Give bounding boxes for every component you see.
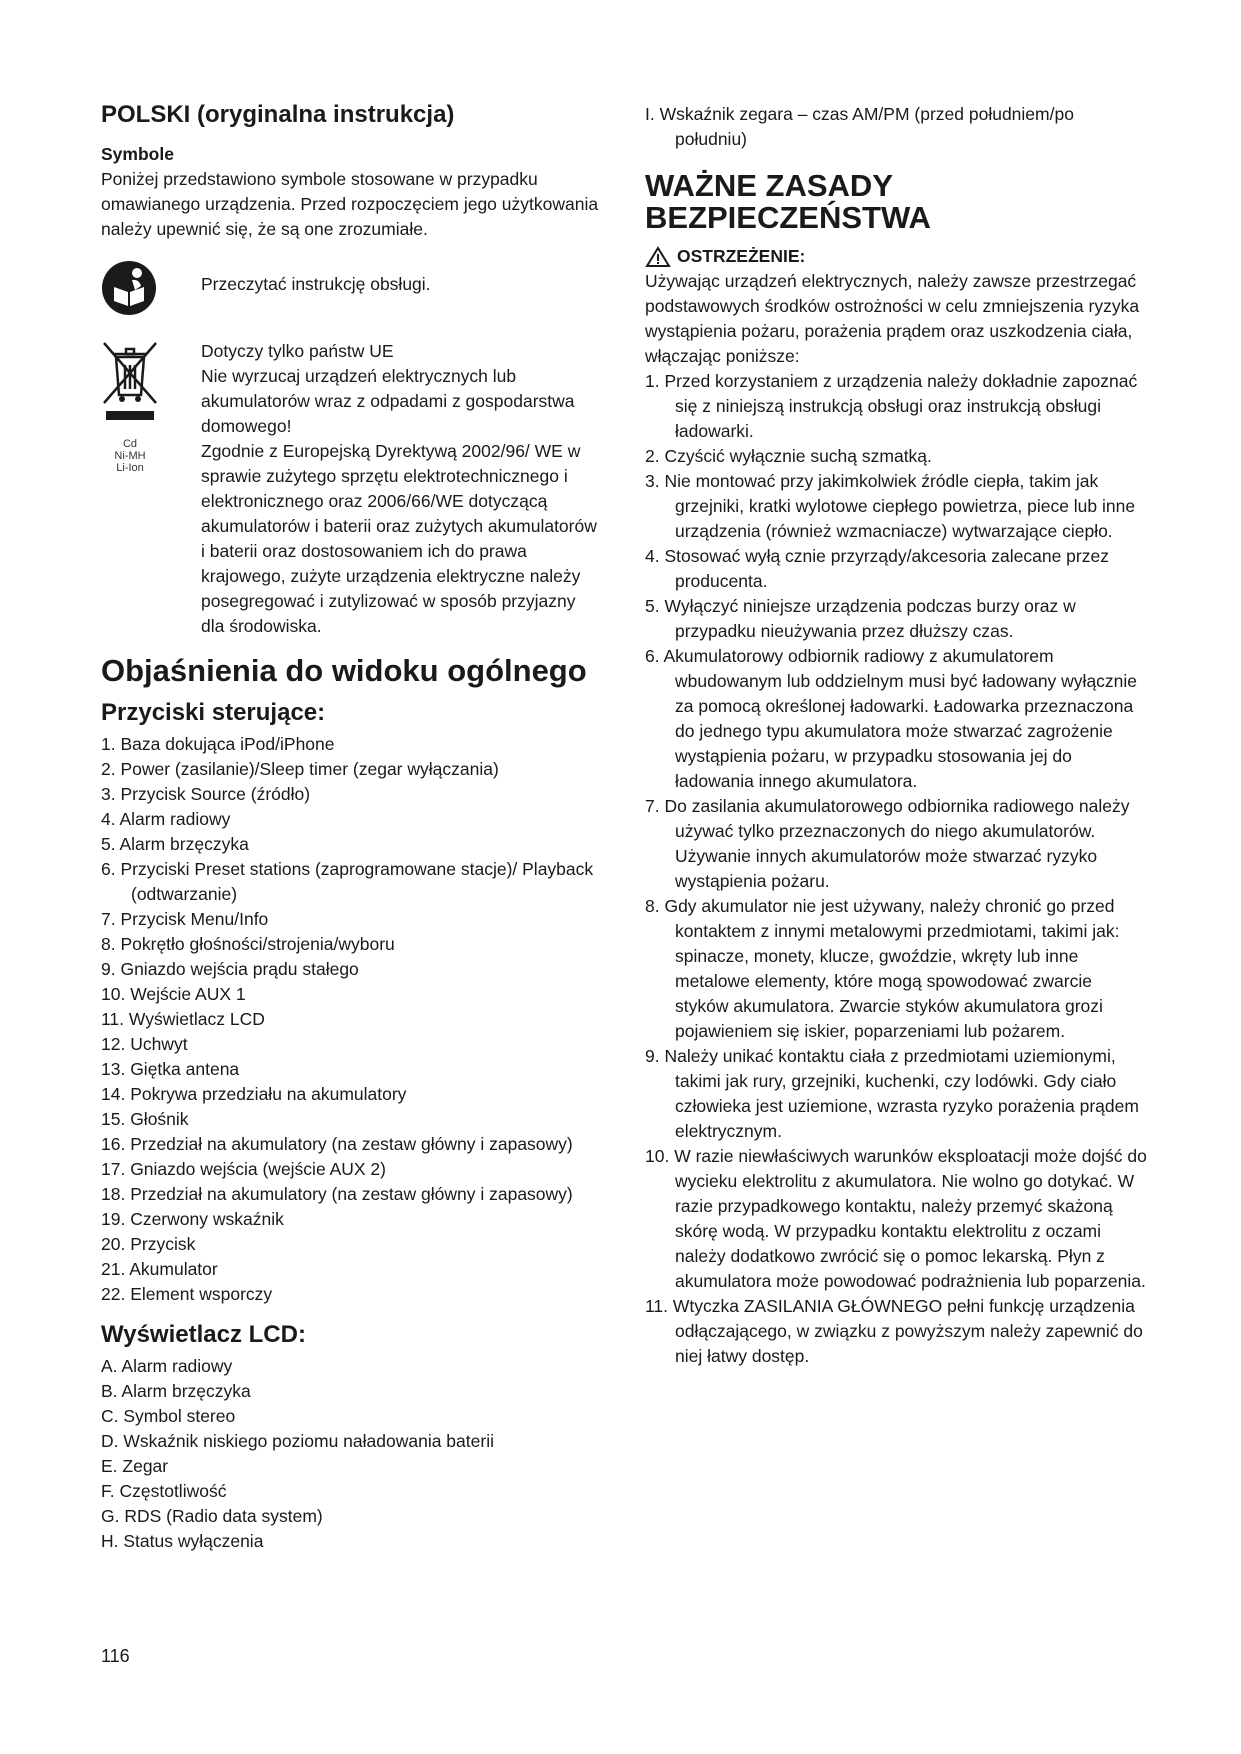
list-item: 2. Power (zasilanie)/Sleep timer (zegar wyłączania): [101, 758, 499, 779]
warning-intro: Używając urządzeń elektrycznych, należy zawsze przestrzegać podstawowych środków ostrożności w celu zmniejszenia ryzyka wystąpienia pożaru, porażenia prądem oraz uszkodzenia ciała, włączając poniższe:: [645, 271, 1140, 366]
list-item: 12. Uchwyt: [101, 1033, 188, 1054]
list-item: 8. Pokrętło głośności/strojenia/wyboru: [101, 933, 395, 954]
language-title: POLSKI (oryginalna instrukcja): [101, 101, 455, 128]
list-item: 22. Element wsporczy: [101, 1283, 273, 1304]
symbol-weee-row: [101, 339, 601, 639]
page-number: 116: [101, 1646, 130, 1666]
safety-heading: [645, 170, 1150, 234]
list-item: 6. Przyciski Preset stations (zaprogramowane stacje)/ Playback (odtwarzanie): [101, 858, 594, 904]
list-item: 7. Do zasilania akumulatorowego odbiornika radiowego należy używać tylko przeznaczonych do niego akumulatorów. Używanie innych akumulatorów może stwarzać ryzyko wystąpienia pożaru.: [645, 796, 1130, 891]
safety-list: [645, 369, 1150, 1369]
list-item: 21. Akumulator: [101, 1258, 218, 1279]
symbols-heading: Symbole: [101, 144, 174, 165]
warning-label-row: [645, 244, 1150, 269]
list-item: 20. Przycisk: [101, 1233, 196, 1254]
safety-heading-line1: WAŻNE ZASADY: [645, 168, 893, 203]
list-item: 19. Czerwony wskaźnik: [101, 1208, 284, 1229]
battery-label-cd: Cd: [122, 438, 138, 451]
list-item: 15. Głośnik: [101, 1108, 189, 1129]
list-item: 3. Nie montować przy jakimkolwiek źródle ciepła, takim jak grzejniki, kratki wylotowe ciepłego powietrza, piece lub inne urządzenia (również wzmacniacze) wytwarzające ciepło.: [645, 471, 1136, 541]
symbols-intro: Poniżej przedstawiono symbole stosowane w przypadku omawianego urządzenia. Przed rozpoczęciem jego użytkowania należy upewnić się, że są one zrozumiałe.: [101, 169, 599, 240]
battery-label-liion: Li-Ion: [116, 462, 144, 475]
lcd-list-continued: [645, 102, 1150, 152]
list-item: 13. Giętka antena: [101, 1058, 240, 1079]
right-column: [645, 102, 1150, 1369]
list-item: 1. Baza dokująca iPod/iPhone: [101, 733, 335, 754]
controls-heading: Przyciski sterujące:: [101, 699, 326, 727]
list-item: 5. Wyłączyć niniejsze urządzenia podczas burzy oraz w przypadku nieużywania przez dłuższy czas.: [645, 596, 1076, 641]
list-item: 4. Stosować wyłą cznie przyrządy/akcesoria zalecane przez producenta.: [645, 546, 1109, 591]
list-item: 4. Alarm radiowy: [101, 808, 231, 829]
list-item: F. Częstotliwość: [101, 1480, 227, 1501]
overview-heading: Objaśnienia do widoku ogólnego: [101, 653, 587, 689]
warning-label: OSTRZEŻENIE:: [677, 246, 806, 266]
list-item: 18. Przedział na akumulatory (na zestaw główny i zapasowy): [101, 1183, 573, 1204]
list-item: 11. Wyświetlacz LCD: [101, 1008, 265, 1029]
list-item: 10. W razie niewłaściwych warunków eksploatacji może dojść do wycieku elektrolitu z akumulatora. Nie wolno go dotykać. W razie przypadkowego kontaktu, należy przemyć skażoną skórę wodą. W przypadku kontaktu elektrolitu z oczami należy dodatkowo zwrócić się o pomoc lekarską. Płyn z akumulatora może powodować podrażnienia lub poparzenia.: [645, 1146, 1147, 1291]
read-manual-icon: [101, 260, 201, 321]
list-item: A. Alarm radiowy: [101, 1355, 233, 1376]
list-item: 11. Wtyczka ZASILANIA GŁÓWNEGO pełni funkcję urządzenia odłączającego, w związku z powyższym należy zapewnić do niej łatwy dostęp.: [645, 1296, 1143, 1366]
symbol-read-manual-row: [101, 260, 601, 321]
weee-line-3: Zgodnie z Europejską Dyrektywą 2002/96/ WE w sprawie zużytego sprzętu elektrotechnicznego i elektronicznego oraz 2006/66/WE dotyczącą akumulatorów i baterii oraz zużytych akumulatorów i baterii oraz dostosowaniem ich do prawa krajowego, zużyte urządzenia elektryczne należy posegregować i zutylizować w sposób przyjazny dla środowiska.: [201, 441, 597, 637]
list-item: 14. Pokrywa przedziału na akumulatory: [101, 1083, 407, 1104]
safety-heading-line2: BEZPIECZEŃSTWA: [645, 200, 931, 235]
list-item: G. RDS (Radio data system): [101, 1505, 323, 1526]
warning-triangle-icon: [645, 246, 671, 268]
list-item: 5. Alarm brzęczyka: [101, 833, 249, 854]
list-item: 6. Akumulatorowy odbiornik radiowy z akumulatorem wbudowanym lub oddzielnym musi być ładowany wyłącznie za pomocą określonej ładowarki. Ładowarka przeznaczona do jednego typu akumulatora może stwarzać zagrożenie wystąpienia pożaru, w przypadku stosowania jej do ładowania innego akumulatora.: [645, 646, 1138, 791]
controls-list: [101, 732, 601, 1307]
list-item: B. Alarm brzęczyka: [101, 1380, 251, 1401]
weee-line-1: Dotyczy tylko państw UE: [201, 341, 394, 362]
list-item: H. Status wyłączenia: [101, 1530, 264, 1551]
weee-icon-group: [101, 339, 201, 639]
symbol-read-manual-text: Przeczytać instrukcję obsługi.: [201, 274, 431, 295]
list-item: 1. Przed korzystaniem z urządzenia należy dokładnie zapoznać się z niniejszą instrukcją obsługi oraz instrukcją obsługi ładowarki.: [645, 371, 1138, 441]
battery-label-nimh: Ni-MH: [114, 450, 146, 463]
list-item: 7. Przycisk Menu/Info: [101, 908, 269, 929]
lcd-list: [101, 1354, 601, 1554]
list-item: 10. Wejście AUX 1: [101, 983, 246, 1004]
lcd-heading: Wyświetlacz LCD:: [101, 1320, 306, 1348]
list-item: 2. Czyścić wyłącznie suchą szmatką.: [645, 446, 932, 466]
list-item: 3. Przycisk Source (źródło): [101, 783, 311, 804]
list-item: E. Zegar: [101, 1455, 169, 1476]
list-item: C. Symbol stereo: [101, 1405, 236, 1426]
list-item: 8. Gdy akumulator nie jest używany, należy chronić go przed kontaktem z innymi metalowymi przedmiotami, takimi jak: spinacze, monety, klucze, gwoździe, wkręty lub inne metalowe elementy, które mogą spowodować zwarcie styków akumulatora. Zwarcie styków akumulatora grozi pojawieniem się iskier, poparzeniami lub pożarem.: [645, 896, 1120, 1041]
list-item: 17. Gniazdo wejścia (wejście AUX 2): [101, 1158, 386, 1179]
weee-line-2: Nie wyrzucaj urządzeń elektrycznych lub akumulatorów wraz z odpadami z gospodarstwa domowego!: [201, 366, 575, 437]
list-item: 16. Przedział na akumulatory (na zestaw główny i zapasowy): [101, 1133, 573, 1154]
left-column: [101, 102, 601, 1554]
list-item: 9. Należy unikać kontaktu ciała z przedmiotami uziemionymi, takimi jak rury, grzejniki, kuchenki, czy lodówki. Gdy ciało człowieka jest uziemione, wzrasta ryzyko porażenia prądem elektrycznym.: [645, 1046, 1139, 1141]
list-item: I. Wskaźnik zegara – czas AM/PM (przed południem/po południu): [645, 104, 1074, 149]
list-item: D. Wskaźnik niskiego poziomu naładowania baterii: [101, 1430, 494, 1451]
list-item: 9. Gniazdo wejścia prądu stałego: [101, 958, 359, 979]
